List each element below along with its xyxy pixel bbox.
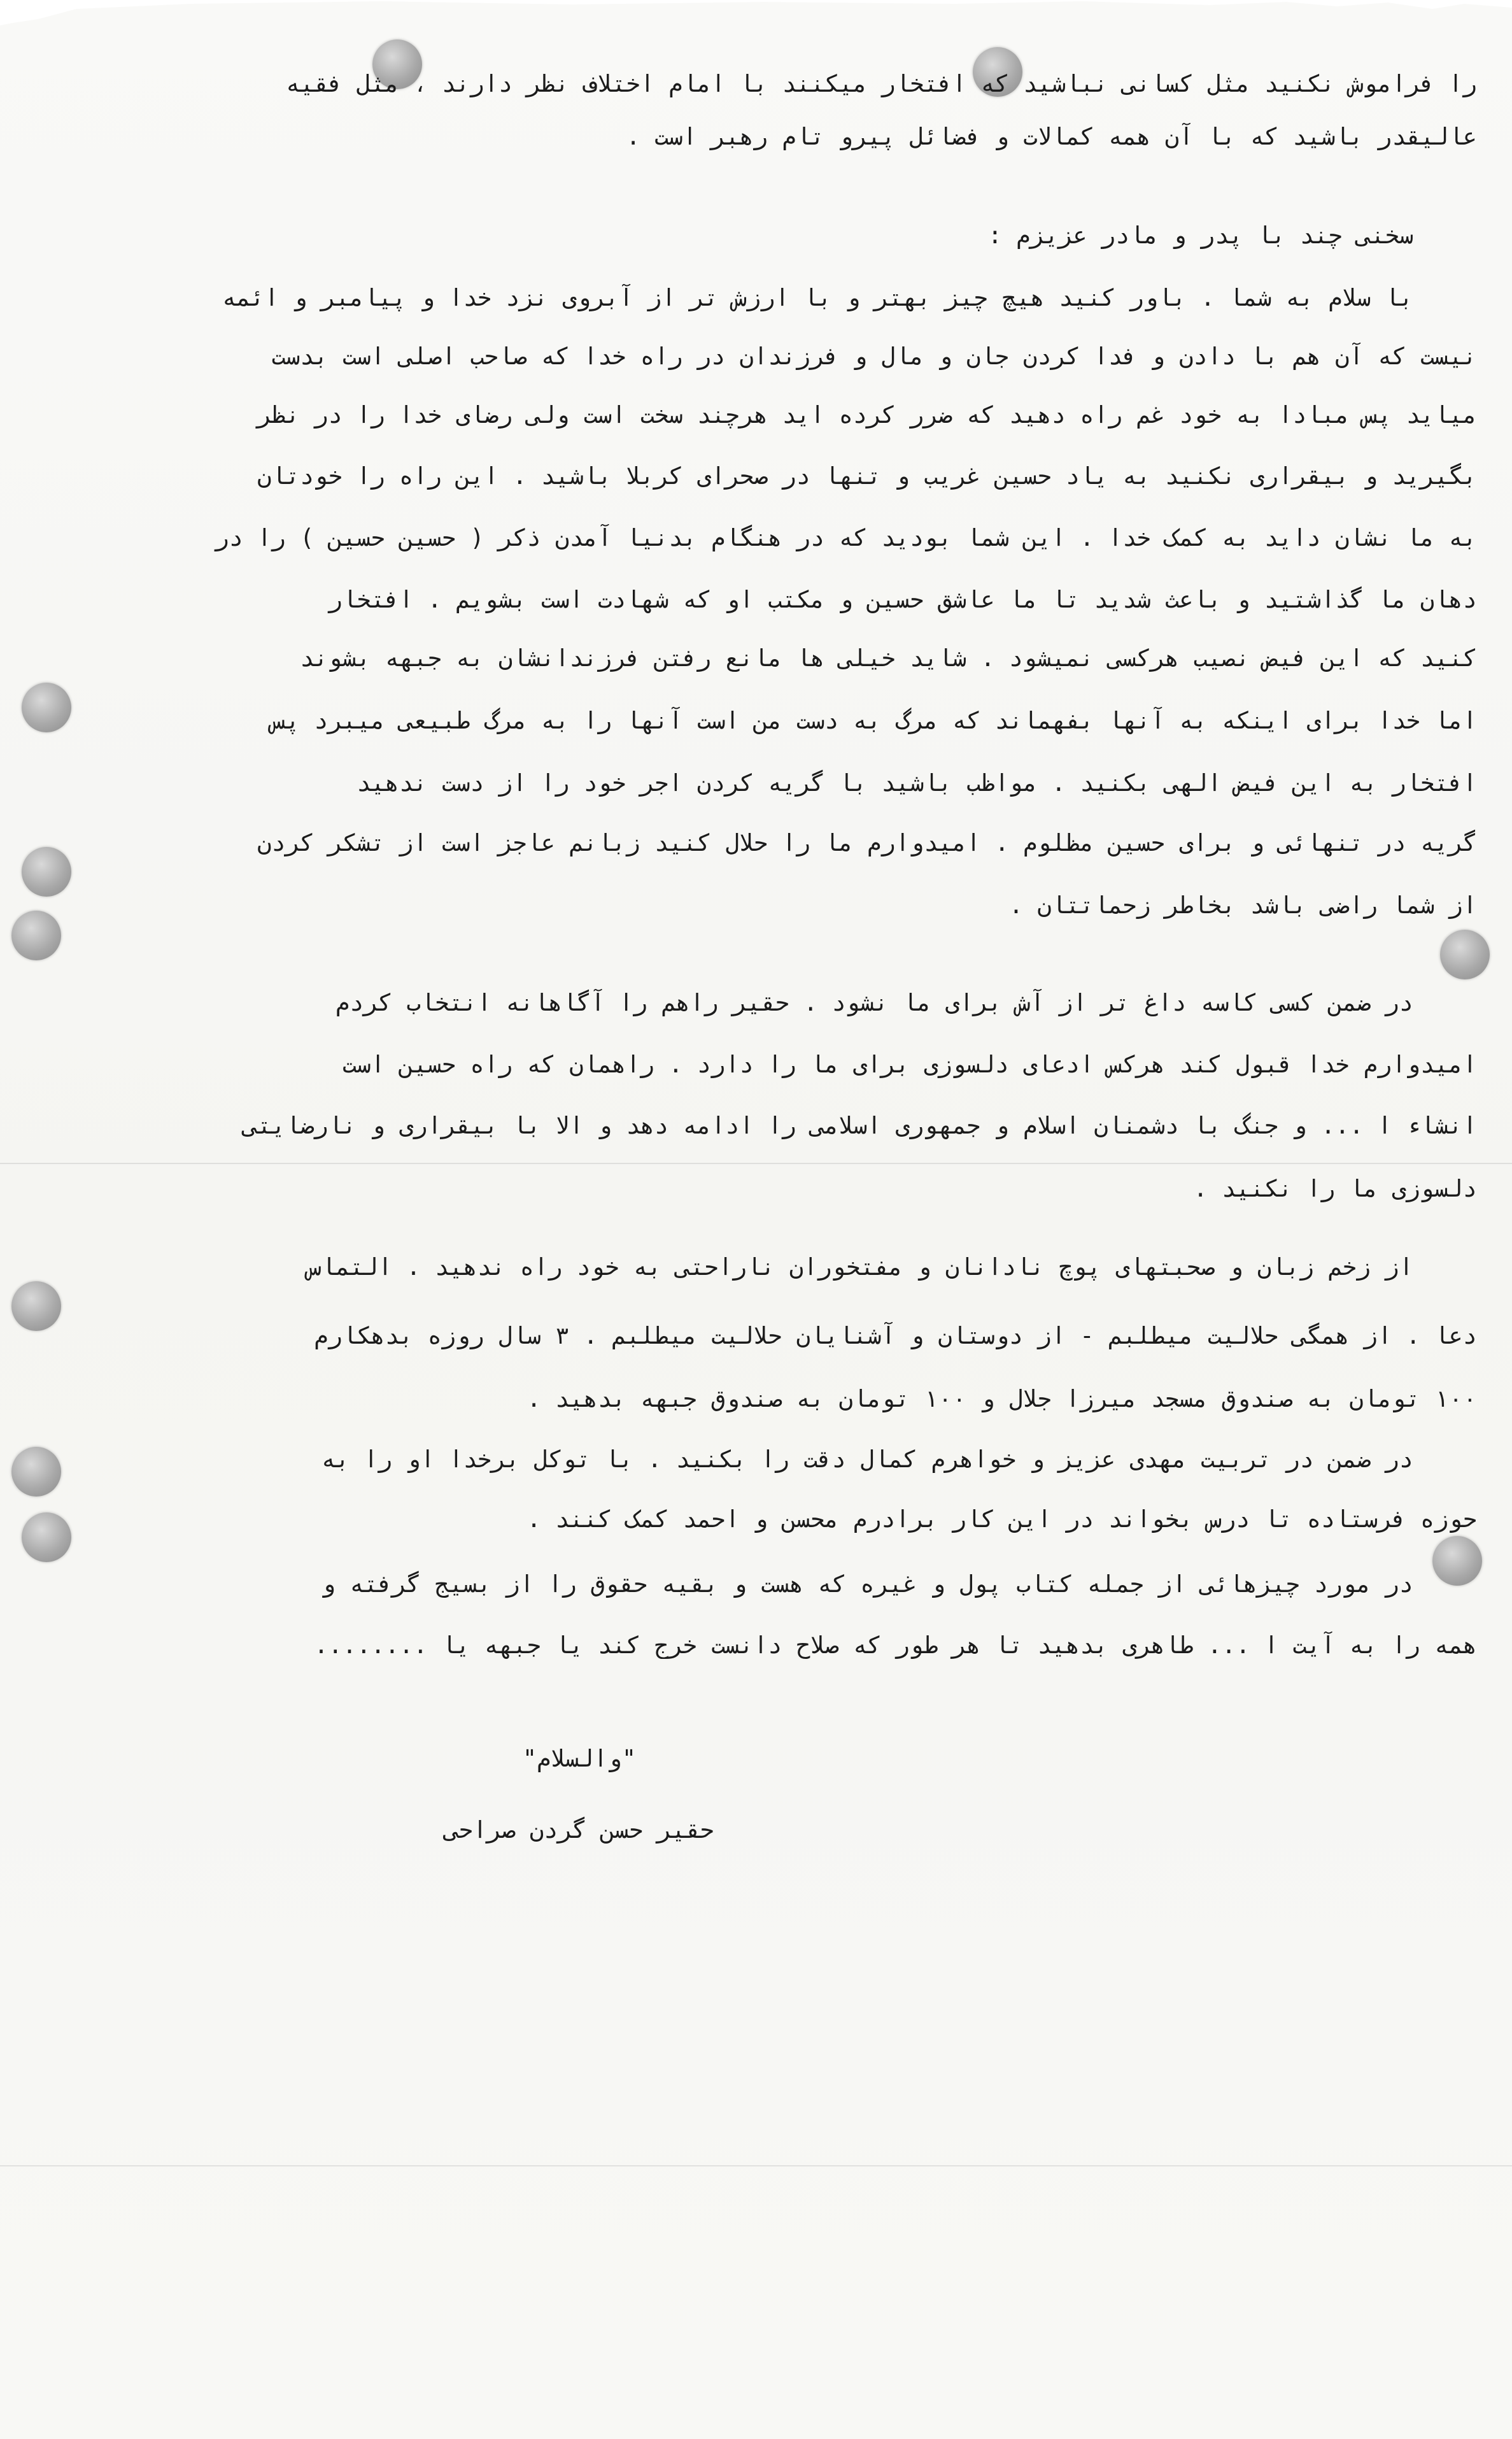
punch-hole — [1440, 930, 1490, 979]
letter-line: اما خدا برای اینکه به آنها بفهماند که مرگ به دست من است آنها را به مرگ طبیعی میبرد پس — [271, 707, 1477, 734]
signature: حقیر حسن گردن صراحی — [444, 1816, 714, 1844]
letter-line: افتخار به این فیض الهی بکنید . مواظب باشید با گریه کردن اجر خود را از دست ندهید — [357, 769, 1477, 797]
letter-line: ۱۰۰ تومان به صندوق مسجد میرزا جلال و ۱۰۰ تومان به صندوق جبهه بدهید . — [526, 1385, 1477, 1412]
letter-line: دلسوزی ما را نکنید . — [1193, 1175, 1477, 1202]
closing-salutation: "والسلام" — [522, 1745, 637, 1772]
letter-line: میاید پس مبادا به خود غم راه دهید که ضرر کرده اید هرچند سخت است ولی رضای خدا را در نظر — [257, 401, 1477, 429]
letter-line: دهان ما گذاشتید و باعث شدید تا ما عاشق حسین و مکتب او که شهادت است بشویم . افتخار — [328, 586, 1477, 613]
letter-line: در مورد چیزهائی از جمله کتاب پول و غیره که هست و بقیه حقوق را از بسیج گرفته و — [321, 1570, 1413, 1598]
letter-line: با سلام به شما . باور کنید هیچ چیز بهتر و با ارزش تر از آبروی نزد خدا و پیامبر و ائمه — [222, 284, 1413, 311]
letter-line: همه را به آیت ا ... طاهری بدهید تا هر طور که صلاح دانست خرج کند یا جبهه یا ........ — [314, 1632, 1477, 1659]
letter-line: امیدوارم خدا قبول کند هرکس ادعای دلسوزی برای ما را دارد . راهمان که راه حسین است — [342, 1051, 1477, 1078]
letter-line: در ضمن کسی کاسه داغ تر از آش برای ما نشود . حقیر راهم را آگاهانه انتخاب کردم — [336, 989, 1413, 1016]
letter-line: انشاء ا ... و جنگ با دشمنان اسلام و جمهوری اسلامی را ادامه دهد و الا با بیقراری و نارضایتی — [243, 1112, 1477, 1139]
letter-line: دعا . از همگی حلالیت میطلبم - از دوستان و آشنایان حلالیت میطلبم . ۳ سال روزه بدهکارم — [314, 1322, 1477, 1349]
letter-line: نیست که آن هم با دادن و فدا کردن جان و مال و فرزندان در راه خدا که صاحب اصلی است بدست — [271, 343, 1477, 370]
letter-line: حوزه فرستاده تا درس بخواند در این کار برادرم محسن و احمد کمک کنند . — [526, 1505, 1477, 1533]
torn-top-edge — [0, 0, 1512, 25]
letter-line: عالیقدر باشید که با آن همه کمالات و فضائل پیرو تام رهبر است . — [626, 123, 1477, 150]
letter-line: سخنی چند با پدر و مادر عزیزم : — [987, 222, 1413, 249]
letter-line: بگیرید و بیقراری نکنید به یاد حسین غریب و تنها در صحرای کربلا باشید . این راه را خودتان — [257, 462, 1477, 490]
letter-line: از زخم زبان و صحبتهای پوچ نادانان و مفتخوران ناراحتی به خود راه ندهید . التماس — [307, 1253, 1413, 1281]
letter-line: کنید که این فیض نصیب هرکسی نمیشود . شاید خیلی ها مانع رفتن فرزندانشان به جبهه بشوند — [300, 644, 1477, 672]
fold-line — [0, 2165, 1512, 2166]
letter-line: گریه در تنهائی و برای حسین مظلوم . امیدوارم ما را حلال کنید زبانم عاجز است از تشکر کردن — [257, 829, 1477, 857]
letter-line: از شما راضی باشد بخاطر زحماتتان . — [1008, 892, 1477, 919]
fold-line — [0, 1163, 1512, 1164]
letter-line: در ضمن در تربیت مهدی عزیز و خواهرم کمال دقت را بکنید . با توکل برخدا او را به — [321, 1446, 1413, 1473]
letter-line: به ما نشان داید به کمک خدا . این شما بودید که در هنگام بدنیا آمدن ذکر ( حسین حسین ) را در — [215, 524, 1477, 551]
letter-line: را فراموش نکنید مثل کسانی نباشید که افتخار میکنند با امام اختلاف نظر دارند ، مثل فقیه — [285, 70, 1477, 97]
